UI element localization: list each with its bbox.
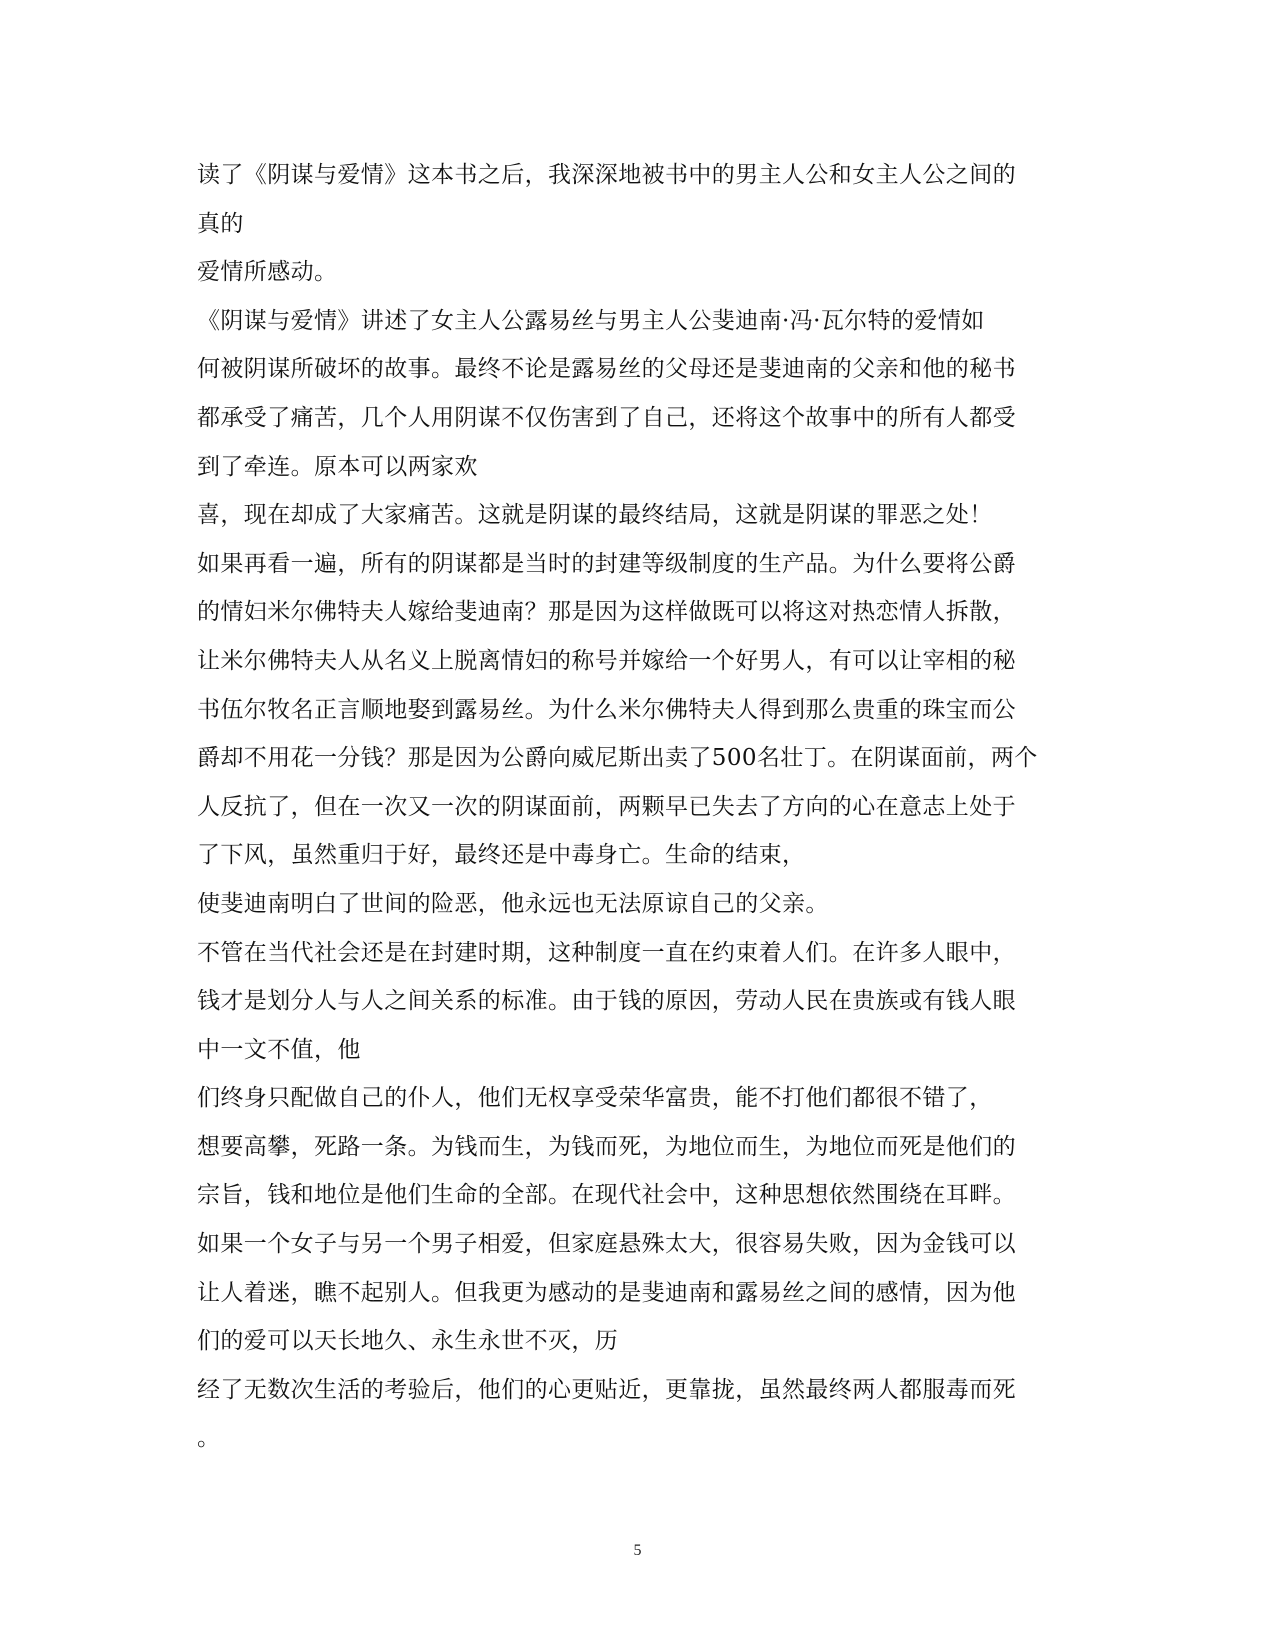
body-text xyxy=(197,151,1097,1463)
text-line: 爱情所感动。 xyxy=(197,259,338,286)
text-line: 中一文不值，他 xyxy=(197,1036,361,1063)
text-line: 真的 xyxy=(197,210,244,237)
text-line: 不管在当代社会还是在封建时期，这种制度一直在约束着人们。在许多人眼中， xyxy=(197,939,1016,966)
text-line: 读了《阴谋与爱情》这本书之后，我深深地被书中的男主人公和女主人公之间的 xyxy=(197,162,1016,188)
text-line: 爵却不用花一分钱？那是因为公爵向威尼斯出卖了500名壮丁。在阴谋面前，两个 xyxy=(197,745,1038,772)
text-line: 想要高攀，死路一条。为钱而生，为钱而死，为地位而生，为地位而死是他们的 xyxy=(197,1133,1016,1160)
text-line: 人反抗了，但在一次又一次的阴谋面前，两颗早已失去了方向的心在意志上处于 xyxy=(197,793,1016,820)
text-line: 的情妇米尔佛特夫人嫁给斐迪南？那是因为这样做既可以将这对热恋情人拆散， xyxy=(197,599,1016,626)
text-line: 。 xyxy=(197,1425,221,1452)
text-line: 喜，现在却成了大家痛苦。这就是阴谋的最终结局，这就是阴谋的罪恶之处！ xyxy=(197,502,993,529)
text-line: 让米尔佛特夫人从名义上脱离情妇的称号并嫁给一个好男人，有可以让宰相的秘 xyxy=(197,647,1016,674)
text-line: 都承受了痛苦，几个人用阴谋不仅伤害到了自己，还将这个故事中的所有人都受 xyxy=(197,404,1016,431)
text-line: 如果一个女子与另一个男子相爱，但家庭悬殊太大，很容易失败，因为金钱可以 xyxy=(197,1231,1016,1258)
text-line: 如果再看一遍，所有的阴谋都是当时的封建等级制度的生产品。为什么要将公爵 xyxy=(197,550,1016,577)
text-line: 们终身只配做自己的仆人，他们无权享受荣华富贵，能不打他们都很不错了， xyxy=(197,1085,993,1112)
text-line: 何被阴谋所破坏的故事。最终不论是露易丝的父母还是斐迪南的父亲和他的秘书 xyxy=(197,356,1016,383)
text-line: 让人着迷，瞧不起别人。但我更为感动的是斐迪南和露易丝之间的感情，因为他 xyxy=(197,1279,1016,1306)
page-number: 5 xyxy=(633,1542,642,1559)
text-line: 们的爱可以天长地久、永生永世不灭，历 xyxy=(197,1328,619,1355)
text-line: 《阴谋与爱情》讲述了女主人公露易丝与男主人公斐迪南·冯·瓦尔特的爱情如 xyxy=(197,307,985,334)
text-line: 书伍尔牧名正言顺地娶到露易丝。为什么米尔佛特夫人得到那么贵重的珠宝而公 xyxy=(197,696,1016,723)
text-line: 到了牵连。原本可以两家欢 xyxy=(197,453,478,480)
text-line: 钱才是划分人与人之间关系的标准。由于钱的原因，劳动人民在贵族或有钱人眼 xyxy=(197,988,1016,1015)
text-line: 了下风，虽然重归于好，最终还是中毒身亡。生命的结束， xyxy=(197,842,806,869)
text-line: 经了无数次生活的考验后，他们的心更贴近，更靠拢，虽然最终两人都服毒而死 xyxy=(197,1376,1016,1403)
text-line: 使斐迪南明白了世间的险恶，他永远也无法原谅自己的父亲。 xyxy=(197,890,829,917)
text-line: 宗旨，钱和地位是他们生命的全部。在现代社会中，这种思想依然围绕在耳畔。 xyxy=(197,1182,1016,1209)
